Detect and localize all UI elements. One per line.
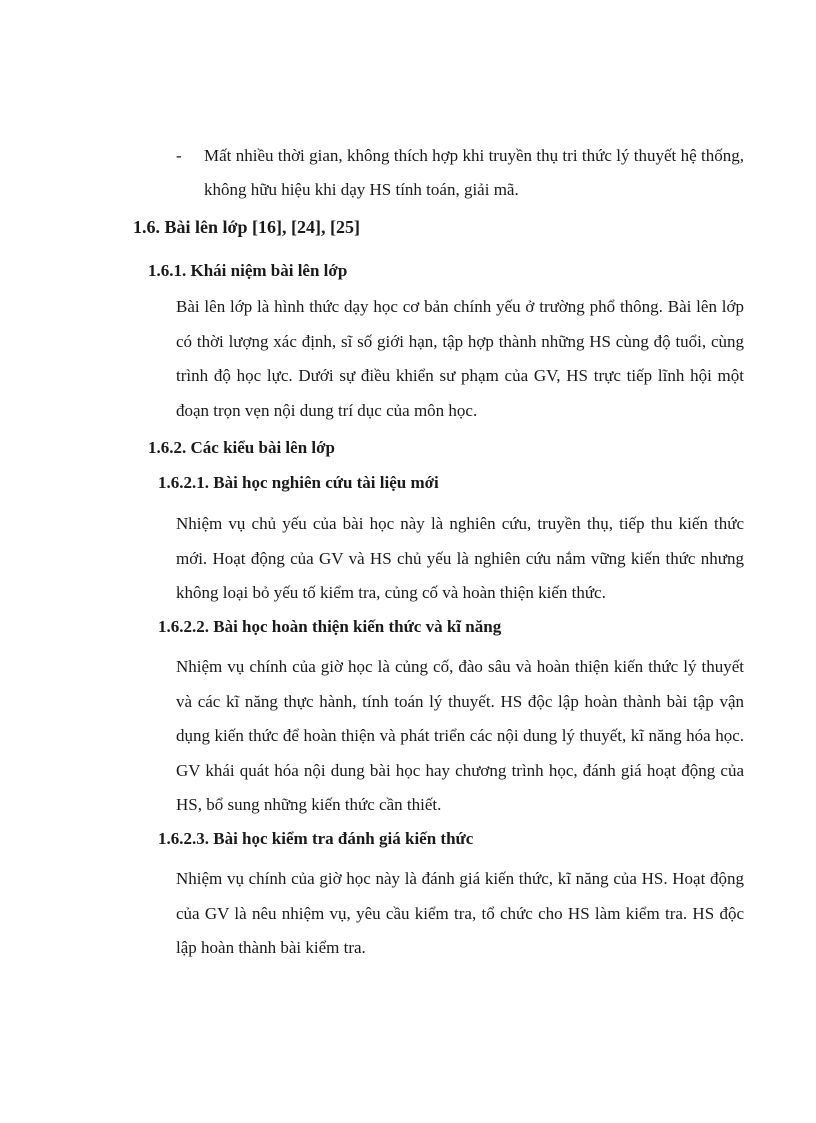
- heading-1-6-2: 1.6.2. Các kiểu bài lên lớp: [148, 438, 335, 457]
- paragraph-1-6-2-3: Nhiệm vụ chính của giờ học này là đánh giá kiến thức, kĩ năng của HS. Hoạt động của GV là nêu nhiệm vụ, yêu cầu kiểm tra, tổ chức cho HS làm kiểm tra. HS độc lập hoàn thành bài kiểm tra.: [176, 869, 744, 957]
- bullet-marker: -: [176, 146, 182, 165]
- paragraph-1-6-1: Bài lên lớp là hình thức dạy học cơ bản chính yếu ở trường phổ thông. Bài lên lớp có thời lượng xác định, sĩ số giới hạn, tập hợp thành những HS cùng độ tuổi, cùng trình độ học lực. Dưới sự điều khiển sư phạm của GV, HS trực tiếp lĩnh hội một đoạn trọn vẹn nội dung trí dục của môn học.: [176, 297, 744, 420]
- heading-1-6-2-2: 1.6.2.2. Bài học hoàn thiện kiến thức và kĩ năng: [158, 617, 502, 636]
- heading-1-6-2-1: 1.6.2.1. Bài học nghiên cứu tài liệu mới: [158, 473, 439, 492]
- bullet-text: Mất nhiều thời gian, không thích hợp khi truyền thụ tri thức lý thuyết hệ thống, không hữu hiệu khi dạy HS tính toán, giải mã.: [204, 146, 744, 199]
- heading-1-6-1: 1.6.1. Khái niệm bài lên lớp: [148, 261, 348, 280]
- heading-1-6: 1.6. Bài lên lớp [16], [24], [25]: [133, 217, 360, 237]
- bullet-item: [176, 139, 744, 207]
- heading-1-6-2-3: 1.6.2.3. Bài học kiểm tra đánh giá kiến thức: [158, 829, 474, 848]
- paragraph-1-6-2-2: Nhiệm vụ chính của giờ học là củng cố, đào sâu và hoàn thiện kiến thức lý thuyết và các kĩ năng thực hành, tính toán lý thuyết. HS độc lập hoàn thành bài tập vận dụng kiến thức để hoàn thiện và phát triển các nội dung lý thuyết, kĩ năng hóa học. GV khái quát hóa nội dung bài học hay chương trình học, đánh giá hoạt động của HS, bổ sung những kiến thức cần thiết.: [176, 657, 744, 814]
- paragraph-1-6-2-1: Nhiệm vụ chủ yếu của bài học này là nghiên cứu, truyền thụ, tiếp thu kiến thức mới. Hoạt động của GV và HS chủ yếu là nghiên cứu nắm vững kiến thức nhưng không loại bỏ yếu tố kiểm tra, củng cố và hoàn thiện kiến thức.: [176, 514, 744, 602]
